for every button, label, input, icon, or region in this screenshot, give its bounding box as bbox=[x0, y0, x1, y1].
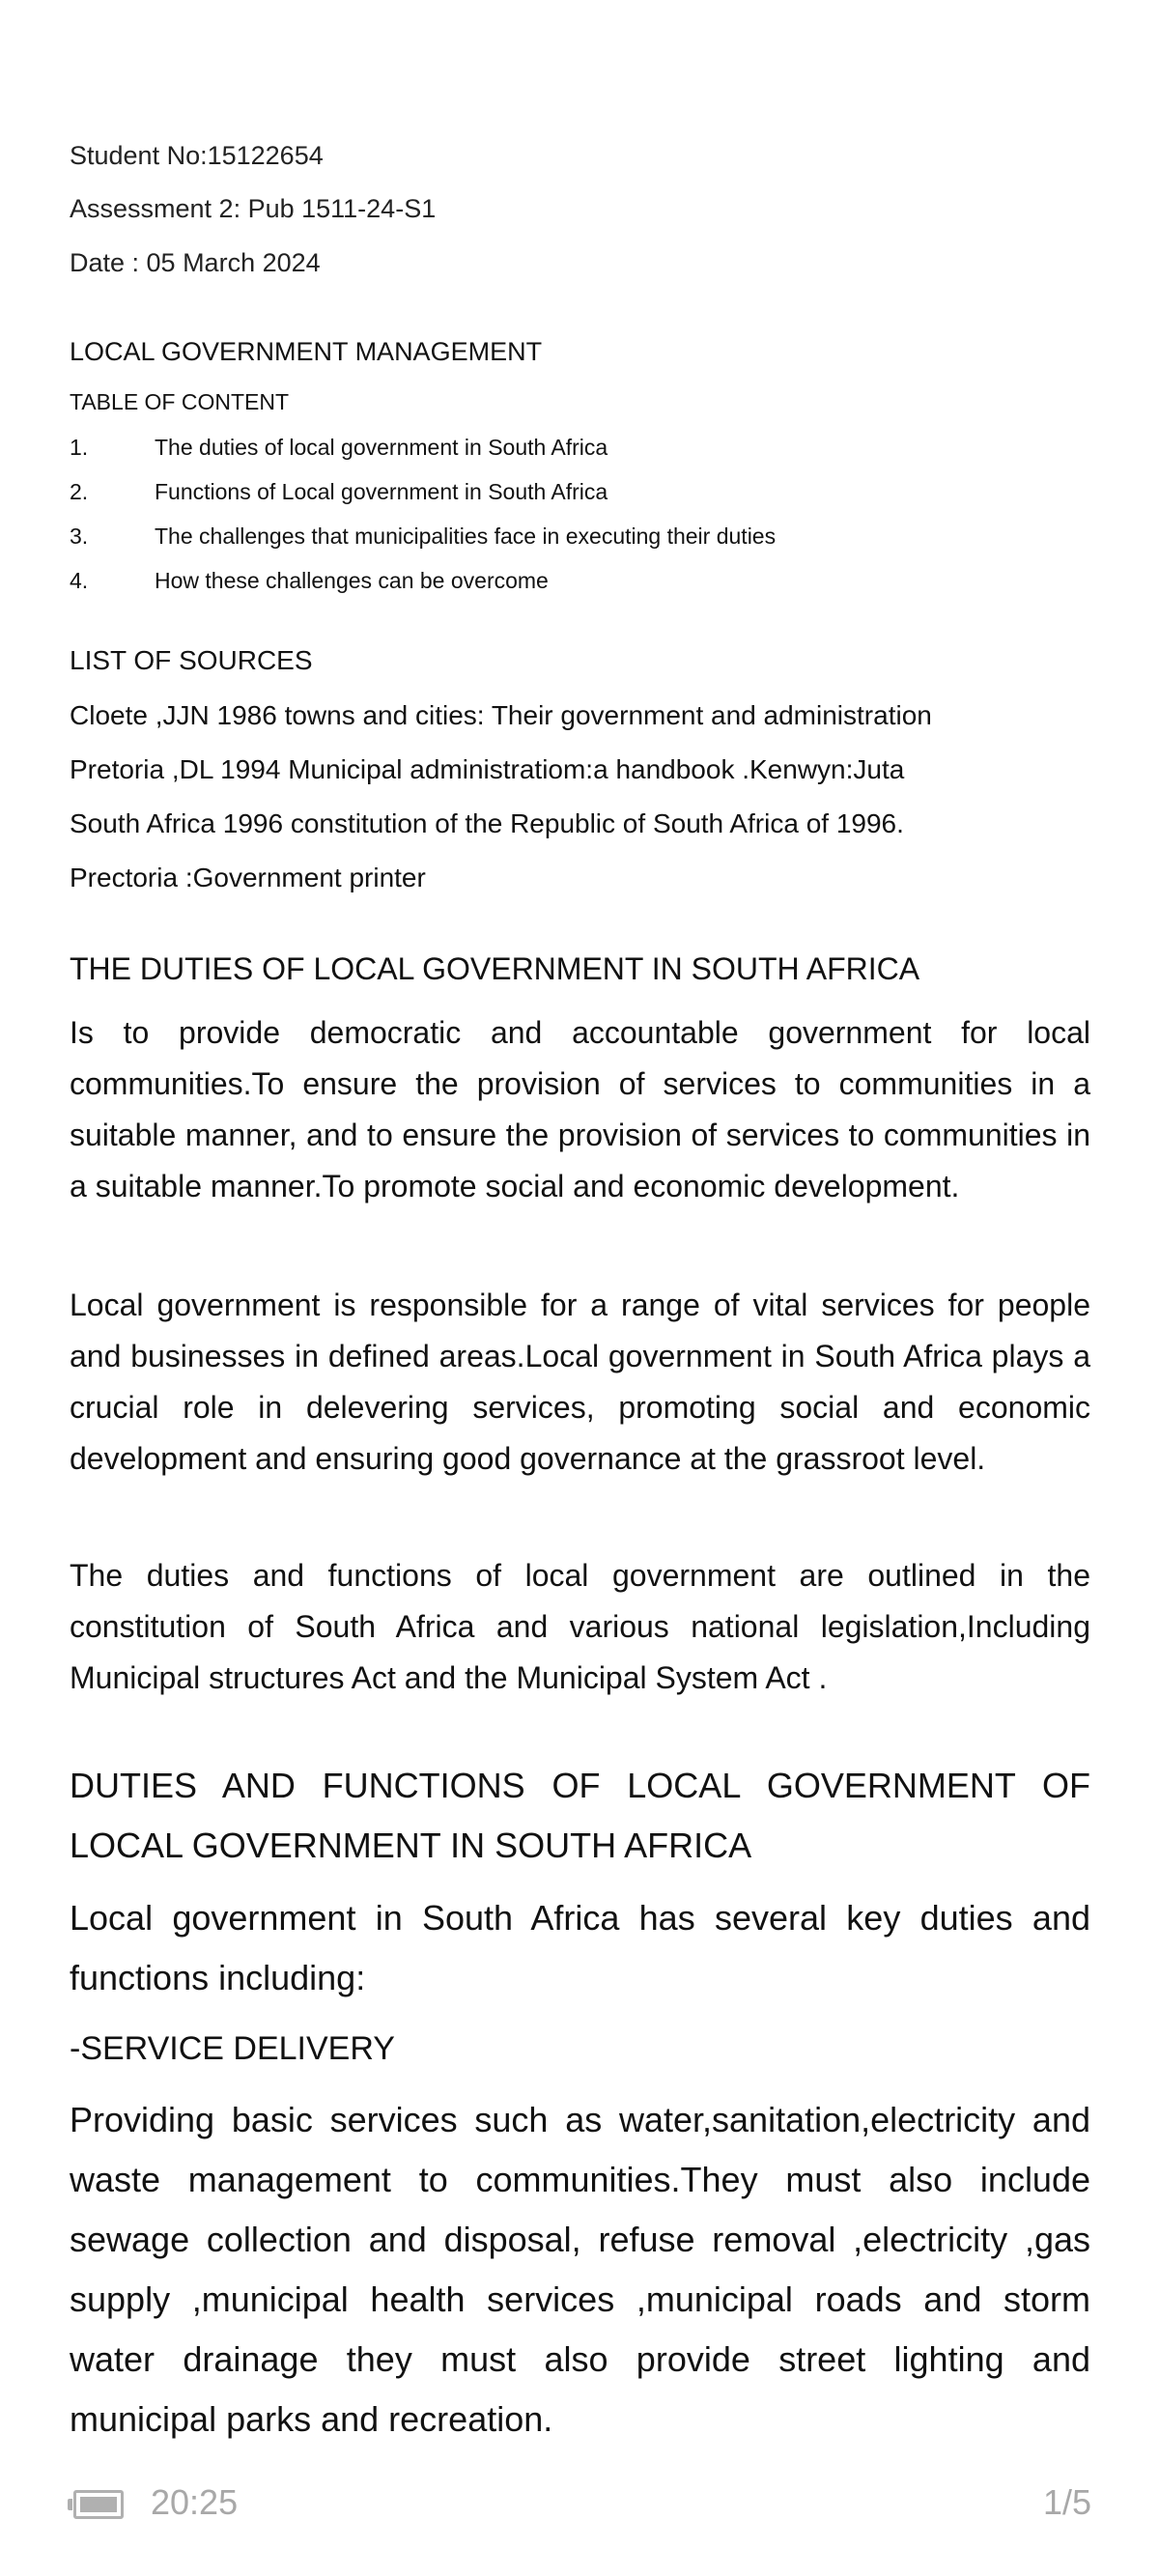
source-entry: Pretoria ,DL 1994 Municipal administratiom:a handbook .Kenwyn:Juta bbox=[70, 754, 905, 784]
toc-item bbox=[70, 524, 776, 550]
duties-paragraph: Local government is responsible for a range of vital services for people and businesses in defined areas.Local government in South Africa plays a crucial role in delevering services, promoting social and economic development and ensuring good governance at the grassroot level. bbox=[70, 1288, 1090, 1476]
toc-item-number: 1. bbox=[70, 435, 89, 460]
toc-heading: TABLE OF CONTENT bbox=[70, 389, 290, 414]
submission-date: Date : 05 March 2024 bbox=[70, 248, 321, 277]
assessment-code: Assessment 2: Pub 1511-24-S1 bbox=[70, 194, 437, 223]
functions-heading: DUTIES AND FUNCTIONS OF LOCAL GOVERNMENT OF LOCAL GOVERNMENT IN SOUTH AFRICA bbox=[70, 1766, 1090, 1865]
toc-item-number: 4. bbox=[70, 568, 89, 593]
toc-item-text: The duties of local government in South Africa bbox=[155, 435, 608, 460]
toc-item-text: The challenges that municipalities face in executing their duties bbox=[155, 524, 777, 549]
toc-item bbox=[70, 479, 608, 505]
source-entry: Prectoria :Government printer bbox=[70, 863, 426, 892]
toc-item-number: 3. bbox=[70, 524, 89, 549]
functions-intro: Local government in South Africa has several key duties and functions including: bbox=[70, 1898, 1090, 1997]
sources-heading: LIST OF SOURCES bbox=[70, 645, 313, 675]
toc-item-text: Functions of Local government in South Africa bbox=[155, 479, 608, 504]
toc-item-text: How these challenges can be overcome bbox=[155, 568, 549, 593]
duties-heading: THE DUTIES OF LOCAL GOVERNMENT IN SOUTH AFRICA bbox=[70, 951, 920, 986]
duties-paragraph: Is to provide democratic and accountable government for local communities.To ensure the provision of services to communities in a suitable manner, and to ensure the provision of services to communities in a suitable manner.To promote social and economic development. bbox=[70, 1015, 1090, 1203]
toc-item bbox=[70, 435, 608, 461]
duties-paragraph: The duties and functions of local government are outlined in the constitution of South Africa and various national legislation,Including Municipal structures Act and the Municipal System Act . bbox=[70, 1558, 1090, 1695]
source-entry: Cloete ,JJN 1986 towns and cities: Their government and administration bbox=[70, 700, 932, 730]
page-indicator: 1/5 bbox=[1042, 2482, 1091, 2522]
service-delivery-paragraph: Providing basic services such as water,sanitation,electricity and waste management to communities.They must also include sewage collection and disposal, refuse removal ,electricity ,gas supply ,municipal health services ,municipal roads and storm water drainage they must also provide street lighting and municipal parks and recreation. bbox=[70, 2100, 1090, 2439]
battery-icon bbox=[68, 2490, 124, 2517]
document-title: LOCAL GOVERNMENT MANAGEMENT bbox=[70, 337, 543, 366]
toc-item bbox=[70, 568, 549, 594]
toc-item-number: 2. bbox=[70, 479, 89, 504]
student-number: Student No:15122654 bbox=[70, 141, 324, 170]
service-delivery-heading: -SERVICE DELIVERY bbox=[70, 2030, 395, 2067]
source-entry: South Africa 1996 constitution of the Republic of South Africa of 1996. bbox=[70, 808, 904, 838]
clock-time: 20:25 bbox=[151, 2482, 239, 2522]
status-footer bbox=[0, 2478, 1159, 2527]
